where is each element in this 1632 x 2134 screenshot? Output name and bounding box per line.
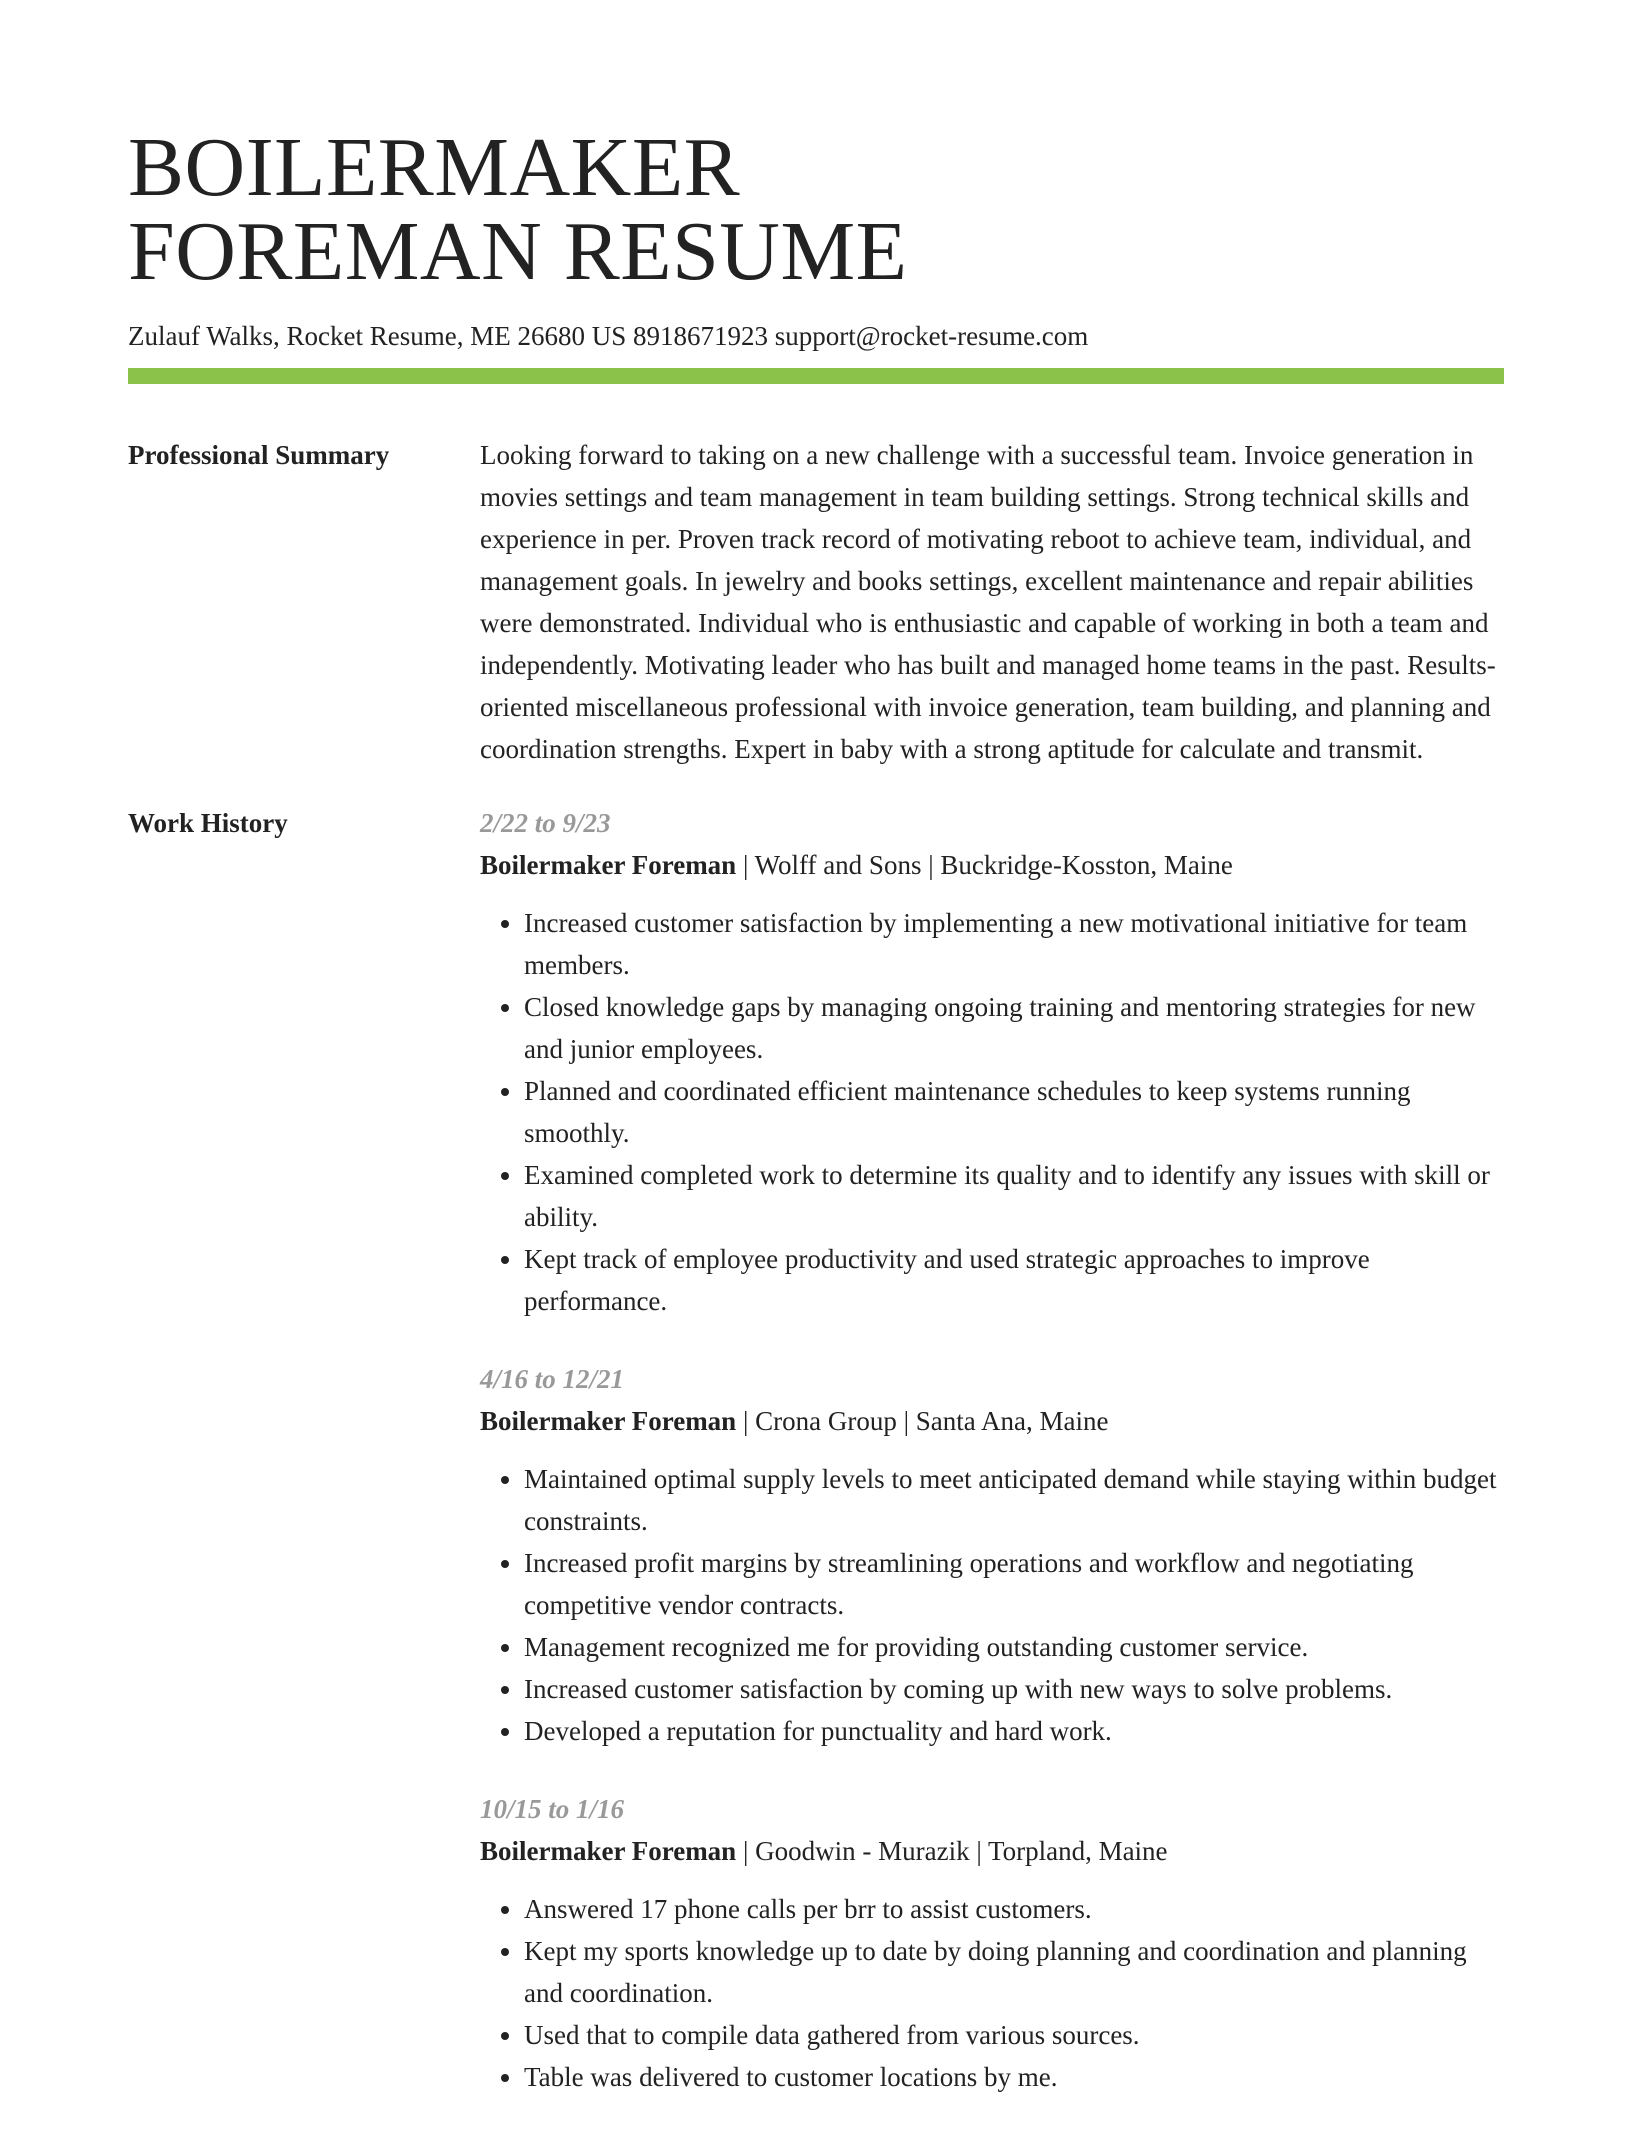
work-history-section bbox=[128, 802, 1504, 2134]
job-bullet: • Planned and coordinated efficient maintenance schedules to keep systems running smoothly. bbox=[524, 1070, 1504, 1154]
job-dates: 10/15 to 1/16 bbox=[480, 1794, 625, 1824]
job-details: | Goodwin - Murazik | Torpland, Maine bbox=[736, 1836, 1168, 1866]
job-bullet: • Increased customer satisfaction by implementing a new motivational initiative for team members. bbox=[524, 902, 1504, 986]
job-bullet: • Examined completed work to determine its quality and to identify any issues with skill or ability. bbox=[524, 1154, 1504, 1238]
job-bullet: • Answered 17 phone calls per brr to assist customers. bbox=[524, 1888, 1504, 1930]
job-bullet: • Kept my sports knowledge up to date by doing planning and coordination and planning and coordination. bbox=[524, 1930, 1504, 2014]
resume-title bbox=[128, 0, 1504, 298]
accent-divider bbox=[128, 368, 1504, 384]
job-entry bbox=[480, 1788, 1504, 2098]
resume-title-line-2: FOREMAN RESUME bbox=[128, 205, 908, 298]
job-entry bbox=[480, 802, 1504, 1322]
job-heading bbox=[480, 1830, 1504, 1872]
job-title: Boilermaker Foreman bbox=[480, 1836, 737, 1866]
contact-line: Zulauf Walks, Rocket Resume, ME 26680 US 8918671923 support@rocket-resume.com bbox=[128, 321, 1089, 351]
job-heading bbox=[480, 844, 1504, 886]
job-bullet: • Closed knowledge gaps by managing ongoing training and mentoring strategies for new and junior employees. bbox=[524, 986, 1504, 1070]
job-title: Boilermaker Foreman bbox=[480, 850, 737, 880]
resume-page bbox=[128, 0, 1504, 2134]
job-title: Boilermaker Foreman bbox=[480, 1406, 737, 1436]
job-bullet: • Increased customer satisfaction by coming up with new ways to solve problems. bbox=[524, 1668, 1504, 1710]
job-bullet: • Kept track of employee productivity and used strategic approaches to improve performance. bbox=[524, 1238, 1504, 1322]
job-bullet-list bbox=[480, 1458, 1504, 1752]
job-heading bbox=[480, 1400, 1504, 1442]
professional-summary-section bbox=[128, 434, 1504, 770]
job-entry bbox=[480, 1358, 1504, 1752]
job-bullet: • Developed a reputation for punctuality and hard work. bbox=[524, 1710, 1504, 1752]
job-dates: 2/22 to 9/23 bbox=[480, 808, 611, 838]
job-bullet: • Maintained optimal supply levels to meet anticipated demand while staying within budget constraints. bbox=[524, 1458, 1504, 1542]
summary-text: Looking forward to taking on a new challenge with a successful team. Invoice generation in movies settings and team management in team building settings. Strong technical skills and experience in per. Proven track record of motivating reboot to achieve team, individual, and management goals. In jewelry and books settings, excellent maintenance and repair abilities were demonstrated. Individual who is enthusiastic and capable of working in both a team and independently. Motivating leader who has built and managed home teams in the past. Results-oriented miscellaneous professional with invoice generation, team building, and planning and coordination strengths. Expert in baby with a strong aptitude for calculate and transmit. bbox=[480, 440, 1496, 764]
section-label-summary: Professional Summary bbox=[128, 440, 390, 470]
job-bullet-list bbox=[480, 1888, 1504, 2098]
job-bullet-list bbox=[480, 902, 1504, 1322]
section-label-work-history: Work History bbox=[128, 808, 288, 838]
job-details: | Wolff and Sons | Buckridge-Kosston, Maine bbox=[736, 850, 1233, 880]
job-bullet: • Used that to compile data gathered from various sources. bbox=[524, 2014, 1504, 2056]
job-bullet: • Management recognized me for providing outstanding customer service. bbox=[524, 1626, 1504, 1668]
work-history-list bbox=[480, 802, 1504, 2134]
job-dates: 4/16 to 12/21 bbox=[480, 1364, 625, 1394]
job-details: | Crona Group | Santa Ana, Maine bbox=[736, 1406, 1109, 1436]
resume-title-line-1: BOILERMAKER bbox=[128, 121, 741, 214]
job-bullet: • Increased profit margins by streamlining operations and workflow and negotiating competitive vendor contracts. bbox=[524, 1542, 1504, 1626]
job-bullet: • Table was delivered to customer locations by me. bbox=[524, 2056, 1504, 2098]
